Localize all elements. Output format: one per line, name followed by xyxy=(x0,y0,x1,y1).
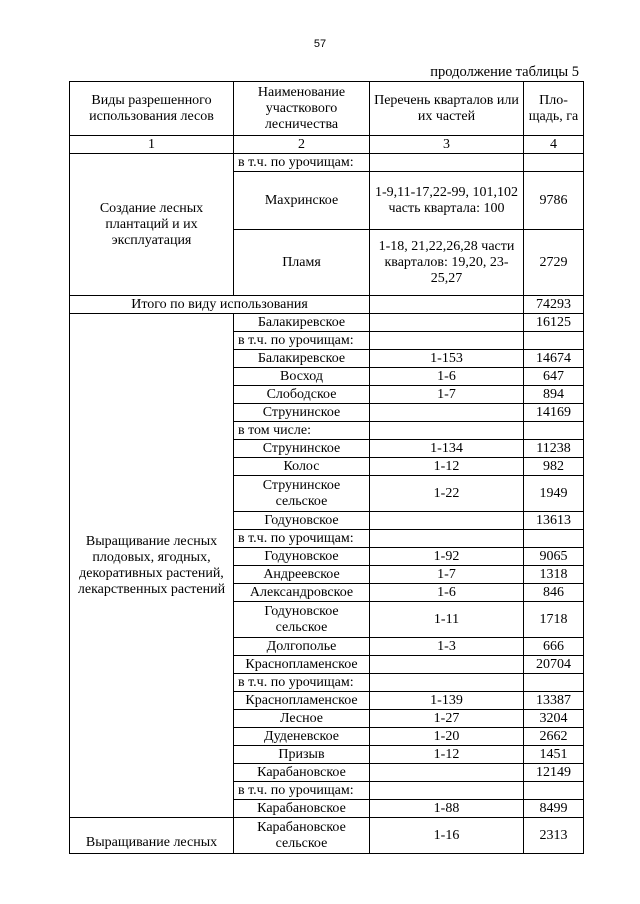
header-forestry-name: Наименование участкового лесничества xyxy=(234,82,370,136)
forestry-name-cell: Годуновское сельское xyxy=(234,602,370,638)
forestry-name-cell: Струнинское сельское xyxy=(234,476,370,512)
quarters-cell: 1-3 xyxy=(370,638,524,656)
area-cell xyxy=(524,674,584,692)
area-cell: 894 xyxy=(524,386,584,404)
quarters-cell xyxy=(370,656,524,674)
page-number: 57 xyxy=(313,38,327,50)
area-cell: 1318 xyxy=(524,566,584,584)
forestry-name-cell: в т.ч. по урочищам: xyxy=(234,782,370,800)
forestry-name-cell: Годуновское xyxy=(234,548,370,566)
table-row xyxy=(70,818,584,854)
forestry-name-cell: Струнинское xyxy=(234,440,370,458)
use-type-cell: Выращивание лесных плодовых, ягодных, декоративных растений, лекарственных растений xyxy=(70,314,234,818)
use-type-cell: Создание лесных плантаций и их эксплуатация xyxy=(70,154,234,296)
column-number: 2 xyxy=(234,136,370,154)
area-cell xyxy=(524,530,584,548)
quarters-cell: 1-6 xyxy=(370,368,524,386)
area-cell: 1949 xyxy=(524,476,584,512)
forestry-name-cell: Карабановское xyxy=(234,764,370,782)
total-area: 74293 xyxy=(524,296,584,314)
forestry-name-cell: Долгополье xyxy=(234,638,370,656)
total-label: Итого по виду использования xyxy=(70,296,370,314)
column-number: 3 xyxy=(370,136,524,154)
forestry-name-cell: Дуденевское xyxy=(234,728,370,746)
area-cell: 9065 xyxy=(524,548,584,566)
forestry-name-cell: в том числе: xyxy=(234,422,370,440)
header-area: Пло-щадь, га xyxy=(524,82,584,136)
area-cell xyxy=(524,154,584,172)
area-cell: 16125 xyxy=(524,314,584,332)
forestry-name-cell: Балакиревское xyxy=(234,350,370,368)
column-number: 1 xyxy=(70,136,234,154)
quarters-cell xyxy=(370,154,524,172)
forestry-name-cell: Пламя xyxy=(234,230,370,296)
table-continuation-note: продолжение таблицы 5 xyxy=(430,64,579,80)
quarters-cell: 1-153 xyxy=(370,350,524,368)
quarters-cell: 1-7 xyxy=(370,386,524,404)
area-cell: 846 xyxy=(524,584,584,602)
area-cell: 3204 xyxy=(524,710,584,728)
quarters-cell: 1-22 xyxy=(370,476,524,512)
area-cell: 13613 xyxy=(524,512,584,530)
area-cell: 982 xyxy=(524,458,584,476)
forestry-name-cell: Краснопламенское xyxy=(234,692,370,710)
forestry-name-cell: Слободское xyxy=(234,386,370,404)
area-cell: 14169 xyxy=(524,404,584,422)
quarters-cell xyxy=(370,674,524,692)
quarters-cell: 1-20 xyxy=(370,728,524,746)
column-number: 4 xyxy=(524,136,584,154)
area-cell xyxy=(524,422,584,440)
forestry-name-cell: Карабановское сельское xyxy=(234,818,370,854)
forest-use-table xyxy=(69,81,584,854)
forestry-name-cell: Андреевское xyxy=(234,566,370,584)
quarters-cell: 1-12 xyxy=(370,746,524,764)
area-cell: 647 xyxy=(524,368,584,386)
quarters-cell: 1-12 xyxy=(370,458,524,476)
forestry-name-cell: Лесное xyxy=(234,710,370,728)
forestry-name-cell: Александровское xyxy=(234,584,370,602)
area-cell: 2313 xyxy=(524,818,584,854)
column-number-row xyxy=(70,136,584,154)
area-cell: 13387 xyxy=(524,692,584,710)
header-row xyxy=(70,82,584,136)
forestry-name-cell: Призыв xyxy=(234,746,370,764)
quarters-cell: 1-16 xyxy=(370,818,524,854)
forestry-name-cell: Карабановское xyxy=(234,800,370,818)
forestry-name-cell: Струнинское xyxy=(234,404,370,422)
header-use-type: Виды разрешенного использования лесов xyxy=(70,82,234,136)
forestry-name-cell: Балакиревское xyxy=(234,314,370,332)
area-cell: 20704 xyxy=(524,656,584,674)
quarters-cell: 1-6 xyxy=(370,584,524,602)
table-row xyxy=(70,314,584,332)
quarters-cell: 1-88 xyxy=(370,800,524,818)
area-cell: 12149 xyxy=(524,764,584,782)
quarters-cell: 1-27 xyxy=(370,710,524,728)
forestry-name-cell: в т.ч. по урочищам: xyxy=(234,154,370,172)
area-cell xyxy=(524,782,584,800)
forestry-name-cell: Краснопламенское xyxy=(234,656,370,674)
quarters-cell xyxy=(370,764,524,782)
area-cell: 1718 xyxy=(524,602,584,638)
quarters-cell: 1-11 xyxy=(370,602,524,638)
quarters-cell: 1-9,11-17,22-99, 101,102 часть квартала: 100 xyxy=(370,172,524,230)
forestry-name-cell: в т.ч. по урочищам: xyxy=(234,332,370,350)
area-cell: 2729 xyxy=(524,230,584,296)
area-cell: 1451 xyxy=(524,746,584,764)
quarters-cell xyxy=(370,530,524,548)
forestry-name-cell: Восход xyxy=(234,368,370,386)
quarters-cell xyxy=(370,332,524,350)
area-cell: 14674 xyxy=(524,350,584,368)
area-cell: 9786 xyxy=(524,172,584,230)
forestry-name-cell: в т.ч. по урочищам: xyxy=(234,674,370,692)
quarters-cell xyxy=(370,782,524,800)
quarters-cell xyxy=(370,404,524,422)
forestry-name-cell: Годуновское xyxy=(234,512,370,530)
quarters-cell: 1-139 xyxy=(370,692,524,710)
header-quarters: Перечень кварталов или их частей xyxy=(370,82,524,136)
area-cell: 11238 xyxy=(524,440,584,458)
quarters-cell xyxy=(370,296,524,314)
forestry-name-cell: Колос xyxy=(234,458,370,476)
table-row xyxy=(70,154,584,172)
quarters-cell xyxy=(370,422,524,440)
area-cell: 2662 xyxy=(524,728,584,746)
area-cell xyxy=(524,332,584,350)
quarters-cell: 1-134 xyxy=(370,440,524,458)
quarters-cell: 1-7 xyxy=(370,566,524,584)
area-cell: 666 xyxy=(524,638,584,656)
quarters-cell: 1-92 xyxy=(370,548,524,566)
use-type-cell: Выращивание лесных xyxy=(70,818,234,854)
area-cell: 8499 xyxy=(524,800,584,818)
quarters-cell xyxy=(370,512,524,530)
forestry-name-cell: Махринское xyxy=(234,172,370,230)
total-row xyxy=(70,296,584,314)
quarters-cell: 1-18, 21,22,26,28 части кварталов: 19,20, 23-25,27 xyxy=(370,230,524,296)
quarters-cell xyxy=(370,314,524,332)
forestry-name-cell: в т.ч. по урочищам: xyxy=(234,530,370,548)
